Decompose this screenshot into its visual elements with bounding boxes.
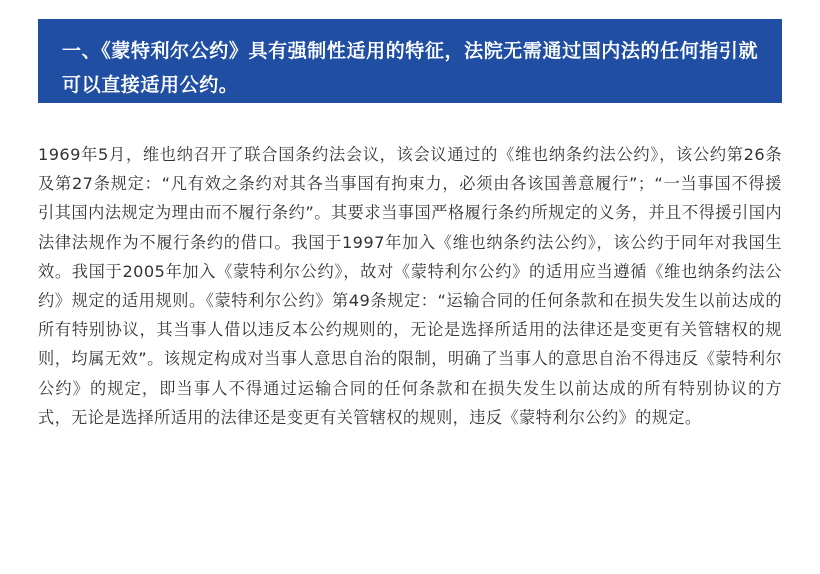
section-heading-box	[38, 19, 782, 103]
body-paragraph: 1969年5月，维也纳召开了联合国条约法会议，该会议通过的《维也纳条约法公约》，该公约第26条及第27条规定：“凡有效之条约对其各当事国有拘束力，必须由各该国善意履行”；“一当事国不得援引其国内法规定为理由而不履行条约”。其要求当事国严格履行条约所规定的义务，并且不得援引国内法律法规作为不履行条约的借口。我国于1997年加入《维也纳条约法公约》，该公约于同年对我国生效。我国于2005年加入《蒙特利尔公约》，故对《蒙特利尔公约》的适用应当遵循《维也纳条约法公约》规定的适用规则。《蒙特利尔公约》第49条规定：“运输合同的任何条款和在损失发生以前达成的所有特别协议，其当事人借以违反本公约规则的，无论是选择所适用的法律还是变更有关管辖权的规则，均属无效”。该规定构成对当事人意思自治的限制，明确了当事人的意思自治不得违反《蒙特利尔公约》的规定，即当事人不得通过运输合同的任何条款和在损失发生以前达成的所有特别协议的方式，无论是选择所适用的法律还是变更有关管辖权的规则，违反《蒙特利尔公约》的规定。	[38, 145, 782, 427]
section-heading: 一、《蒙特利尔公约》具有强制性适用的特征，法院无需通过国内法的任何指引就可以直接适用公约。	[62, 40, 759, 96]
